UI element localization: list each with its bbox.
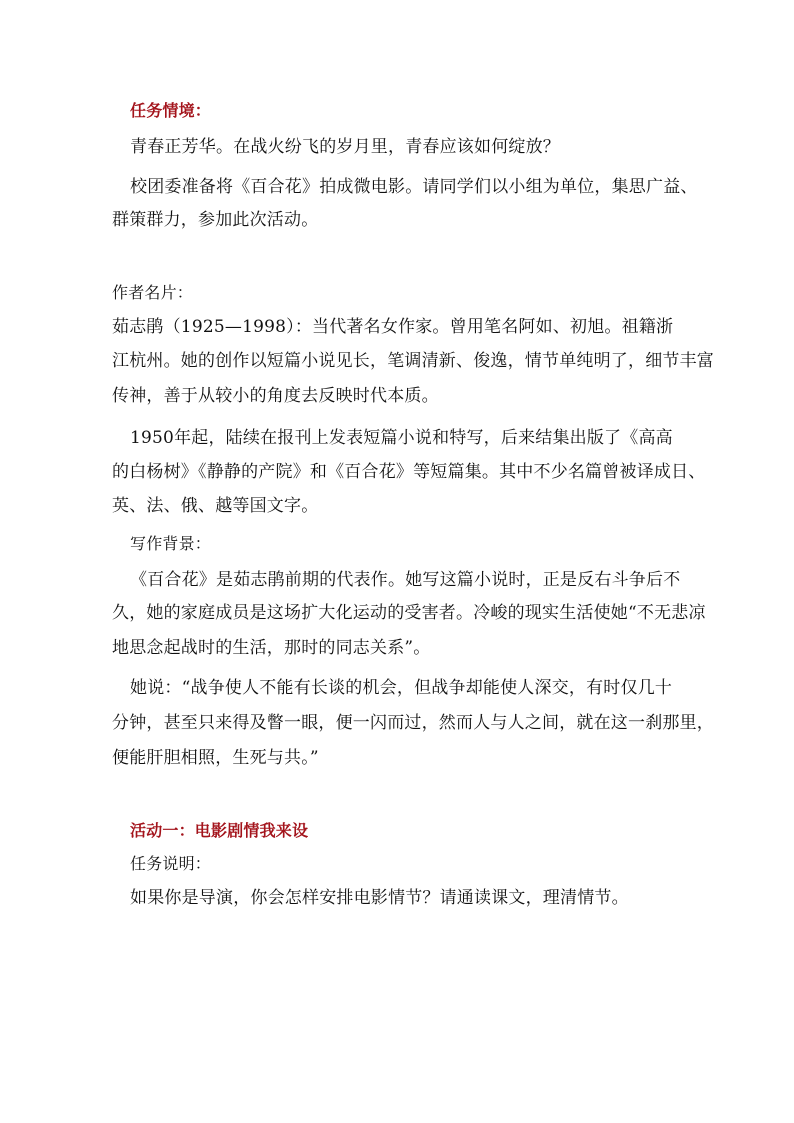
task-context-line: 群策群力，参加此次活动。 bbox=[112, 210, 319, 230]
background-line: 分钟，甚至只来得及瞥一眼，便一闪而过，然而人与人之间，就在这一刹那里， bbox=[112, 713, 714, 733]
author-card-line: 传神，善于从较小的角度去反映时代本质。 bbox=[112, 386, 439, 406]
task-context-heading: 任务情境： bbox=[130, 101, 212, 120]
background-line: 《百合花》是茹志鹃前期的代表作。她写这篇小说时，正是反右斗争后不 bbox=[130, 570, 681, 590]
background-line: 她说：“战争使人不能有长谈的机会，但战争却能使人深交，有时仅几十 bbox=[130, 678, 673, 698]
task-context-line: 青春正芳华。在战火纷飞的岁月里，青春应该如何绽放？ bbox=[130, 137, 560, 157]
author-card-heading: 作者名片： bbox=[112, 283, 194, 302]
activity-one-task-label: 任务说明： bbox=[130, 854, 212, 873]
author-card-line: 英、法、俄、越等国文字。 bbox=[112, 496, 319, 516]
task-context-line: 校团委准备将《百合花》拍成微电影。请同学们以小组为单位，集思广益、 bbox=[130, 177, 698, 197]
background-line: 久，她的家庭成员是这场扩大化运动的受害者。冷峻的现实生活使她“不无悲凉 bbox=[112, 603, 706, 623]
background-line: 地思念起战时的生活，那时的同志关系”。 bbox=[112, 638, 431, 658]
background-line: 便能肝胆相照，生死与共。” bbox=[112, 748, 319, 768]
author-card-line: 1950年起，陆续在报刊上发表短篇小说和特写，后来结集出版了《高高 bbox=[130, 428, 673, 448]
author-card-line: 茹志鹃（1925—1998）：当代著名女作家。曾用笔名阿如、初旭。祖籍浙 bbox=[112, 317, 674, 337]
activity-one-task-text: 如果你是导演，你会怎样安排电影情节？请通读课文，理清情节。 bbox=[130, 888, 629, 908]
activity-one-heading: 活动一：电影剧情我来设 bbox=[130, 821, 309, 840]
background-heading: 写作背景： bbox=[130, 534, 212, 553]
author-card-line: 的白杨树》《静静的产院》和《百合花》等短篇集。其中不少名篇曾被译成日、 bbox=[112, 462, 706, 482]
author-card-line: 江杭州。她的创作以短篇小说见长，笔调清新、俊逸，情节单纯明了，细节丰富 bbox=[112, 351, 714, 371]
